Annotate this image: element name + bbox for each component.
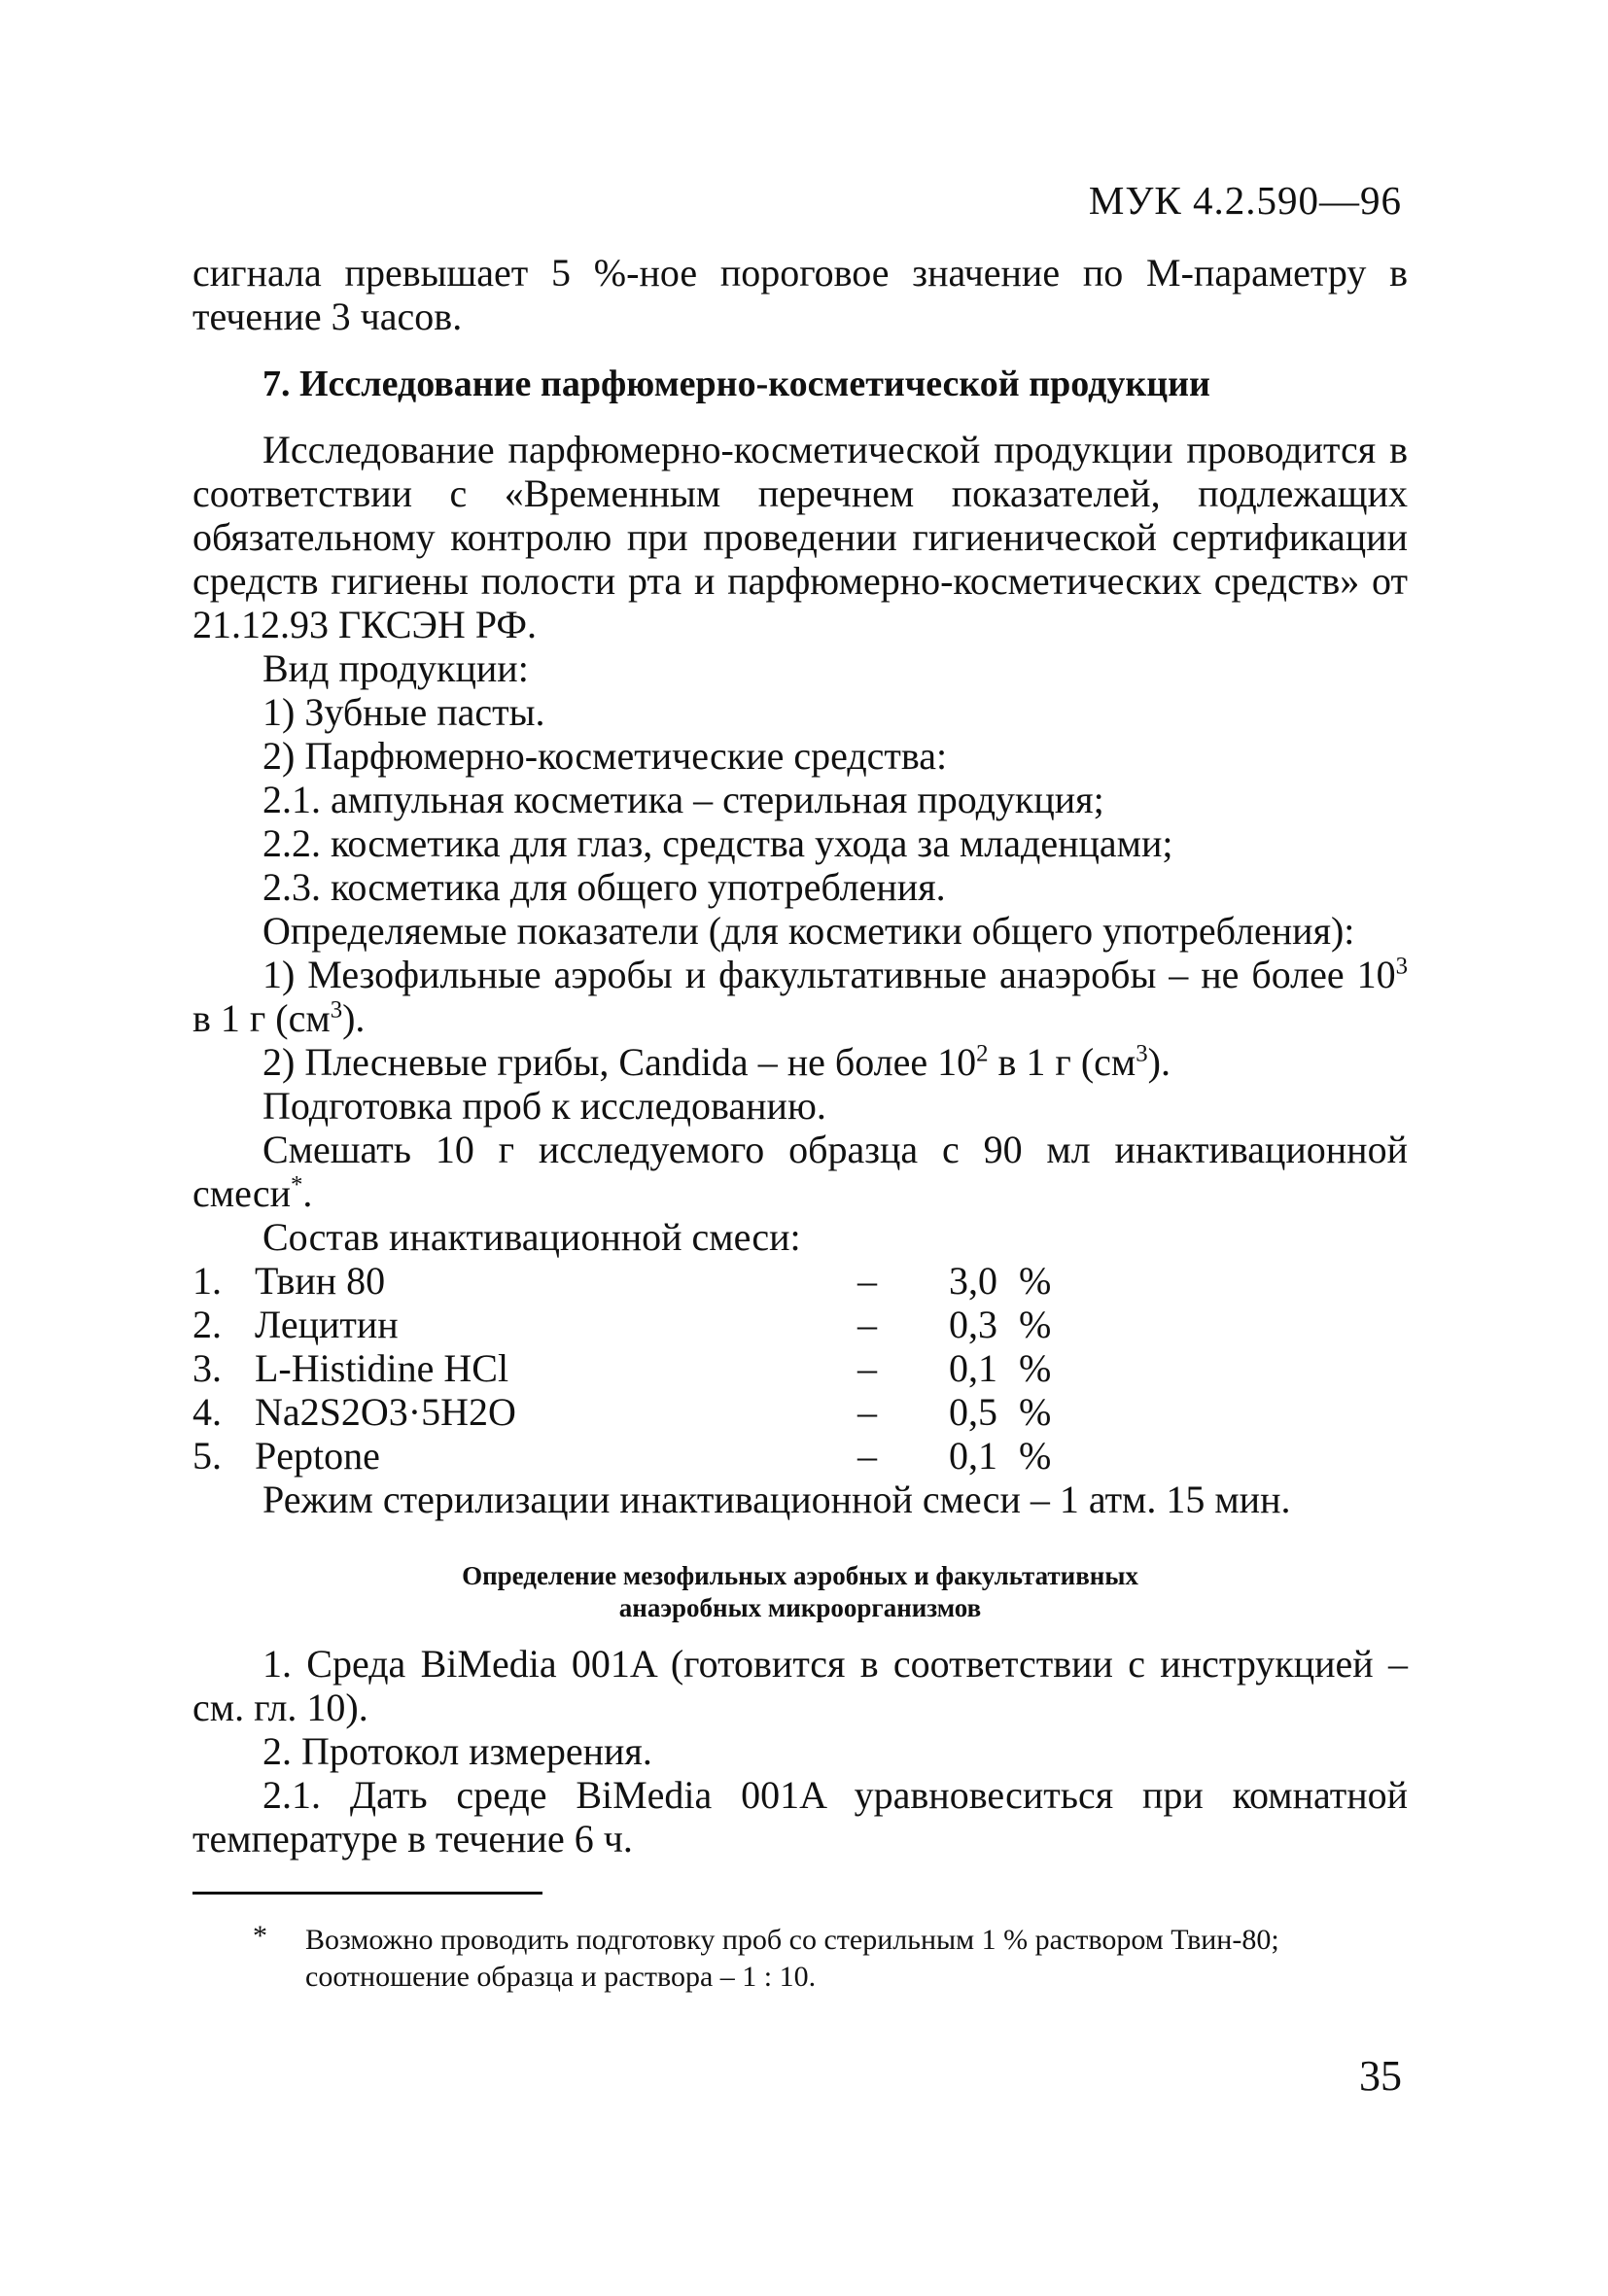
ingredient-name: Лецитин	[255, 1303, 399, 1346]
section-title: 7. Исследование парфюмерно-косметической продукции	[262, 364, 1210, 404]
product-heading: Вид продукции:	[262, 646, 529, 690]
footnote-divider	[192, 1892, 542, 1895]
indicator-1-mid: в 1 г (см	[192, 996, 331, 1040]
sterilization-mode: Режим стерилизации инактивационной смеси – 1 атм. 15 мин.	[262, 1478, 1291, 1521]
ingredient-value: 0,5	[949, 1390, 997, 1434]
ingredient-unit: %	[1019, 1434, 1052, 1478]
product-item: 2.3. косметика для общего употребления.	[262, 865, 946, 909]
indicator-1-end: ).	[342, 996, 366, 1040]
indicator-2-mid: в 1 г (см	[988, 1040, 1136, 1084]
subsection-item: 1. Среда BiMedia 001A (готовится в соответствии с инструкцией – см. гл. 10).	[192, 1642, 1408, 1729]
dash: –	[857, 1303, 877, 1346]
table-row	[192, 1390, 1058, 1434]
mix-paragraph	[192, 1128, 1408, 1215]
product-item: 2.1. ампульная косметика – стерильная продукция;	[262, 778, 1104, 821]
prep-heading: Подготовка проб к исследованию.	[262, 1084, 826, 1128]
table-row	[192, 1259, 1058, 1303]
indicator-1	[192, 953, 1408, 1040]
ingredient-unit: %	[1019, 1390, 1052, 1434]
table-row	[192, 1434, 1058, 1478]
continuation-paragraph: сигнала превышает 5 %-ное пороговое значение по М-параметру в течение 3 часов.	[192, 251, 1408, 338]
ingredient-unit: %	[1019, 1259, 1052, 1303]
ingredient-name: Peptone	[255, 1434, 380, 1478]
document-code-header: МУК 4.2.590—96	[1088, 178, 1402, 223]
mix-end: .	[302, 1171, 313, 1215]
ingredient-value: 0,1	[949, 1434, 997, 1478]
page-number: 35	[1359, 2052, 1402, 2100]
ingredient-unit: %	[1019, 1346, 1052, 1390]
footnote-text: Возможно проводить подготовку проб со стерильным 1 % раствором Твин-80; соотношение образца и раствора – 1 : 10.	[305, 1924, 1279, 1993]
indicator-1-exponent: 3	[1395, 953, 1408, 980]
ingredient-name: Твин 80	[255, 1259, 386, 1303]
ingredient-value: 3,0	[949, 1259, 997, 1303]
table-row	[192, 1303, 1058, 1346]
dash: –	[857, 1390, 877, 1434]
subsection-title	[192, 1560, 1408, 1624]
footnote-reference-mark: *	[290, 1171, 303, 1199]
product-item: 2) Парфюмерно-косметические средства:	[262, 734, 948, 778]
composition-table	[192, 1259, 1058, 1478]
product-item: 1) Зубные пасты.	[262, 690, 545, 734]
dash: –	[857, 1346, 877, 1390]
row-number: 3.	[192, 1346, 222, 1390]
subsection-item: 2.1. Дать среде BiMedia 001A уравновеситься при комнатной температуре в течение 6 ч.	[192, 1773, 1408, 1861]
section-intro-paragraph: Исследование парфюмерно-косметической продукции проводится в соответствии с «Временным перечнем показателей, подлежащих обязательному контролю при проведении гигиенической сертификации средств гигиены полости рта и парфюмерно-косметических средств» от 21.12.93 ГКСЭН РФ.	[192, 428, 1408, 646]
row-number: 4.	[192, 1390, 222, 1434]
ingredient-unit: %	[1019, 1303, 1052, 1346]
product-item: 2.2. косметика для глаз, средства ухода за младенцами;	[262, 821, 1173, 865]
footnote-mark: *	[253, 1920, 267, 1952]
footnote	[192, 1922, 1408, 1996]
dash: –	[857, 1434, 877, 1478]
subsection-title-line-2: анаэробных микроорганизмов	[618, 1593, 982, 1622]
indicator-2-exponent: 2	[976, 1040, 989, 1067]
row-number: 1.	[192, 1259, 222, 1303]
row-number: 2.	[192, 1303, 222, 1346]
ingredient-value: 0,1	[949, 1346, 997, 1390]
indicator-2	[192, 1040, 1408, 1084]
row-number: 5.	[192, 1434, 222, 1478]
subsection-title-line-1: Определение мезофильных аэробных и факультативных	[462, 1561, 1138, 1590]
indicator-2-end: ).	[1147, 1040, 1171, 1084]
composition-heading: Состав инактивационной смеси:	[262, 1215, 801, 1259]
ingredient-name: Na2S2O3·5H2O	[255, 1390, 516, 1434]
indicator-1-unit-exponent: 3	[330, 996, 343, 1024]
ingredient-value: 0,3	[949, 1303, 997, 1346]
table-row	[192, 1346, 1058, 1390]
indicator-2-text: 2) Плесневые грибы, Candida – не более 10	[262, 1040, 977, 1084]
indicators-heading: Определяемые показатели (для косметики общего употребления):	[262, 909, 1355, 953]
indicator-2-unit-exponent: 3	[1136, 1040, 1148, 1067]
page-content	[192, 251, 1408, 1996]
dash: –	[857, 1259, 877, 1303]
subsection-item: 2. Протокол измерения.	[262, 1729, 652, 1773]
indicator-1-text: 1) Мезофильные аэробы и факультативные анаэробы – не более 10	[262, 953, 1396, 996]
ingredient-name: L-Histidine HCl	[255, 1346, 509, 1390]
mix-text: Смешать 10 г исследуемого образца с 90 мл инактивационной смеси	[192, 1128, 1408, 1215]
